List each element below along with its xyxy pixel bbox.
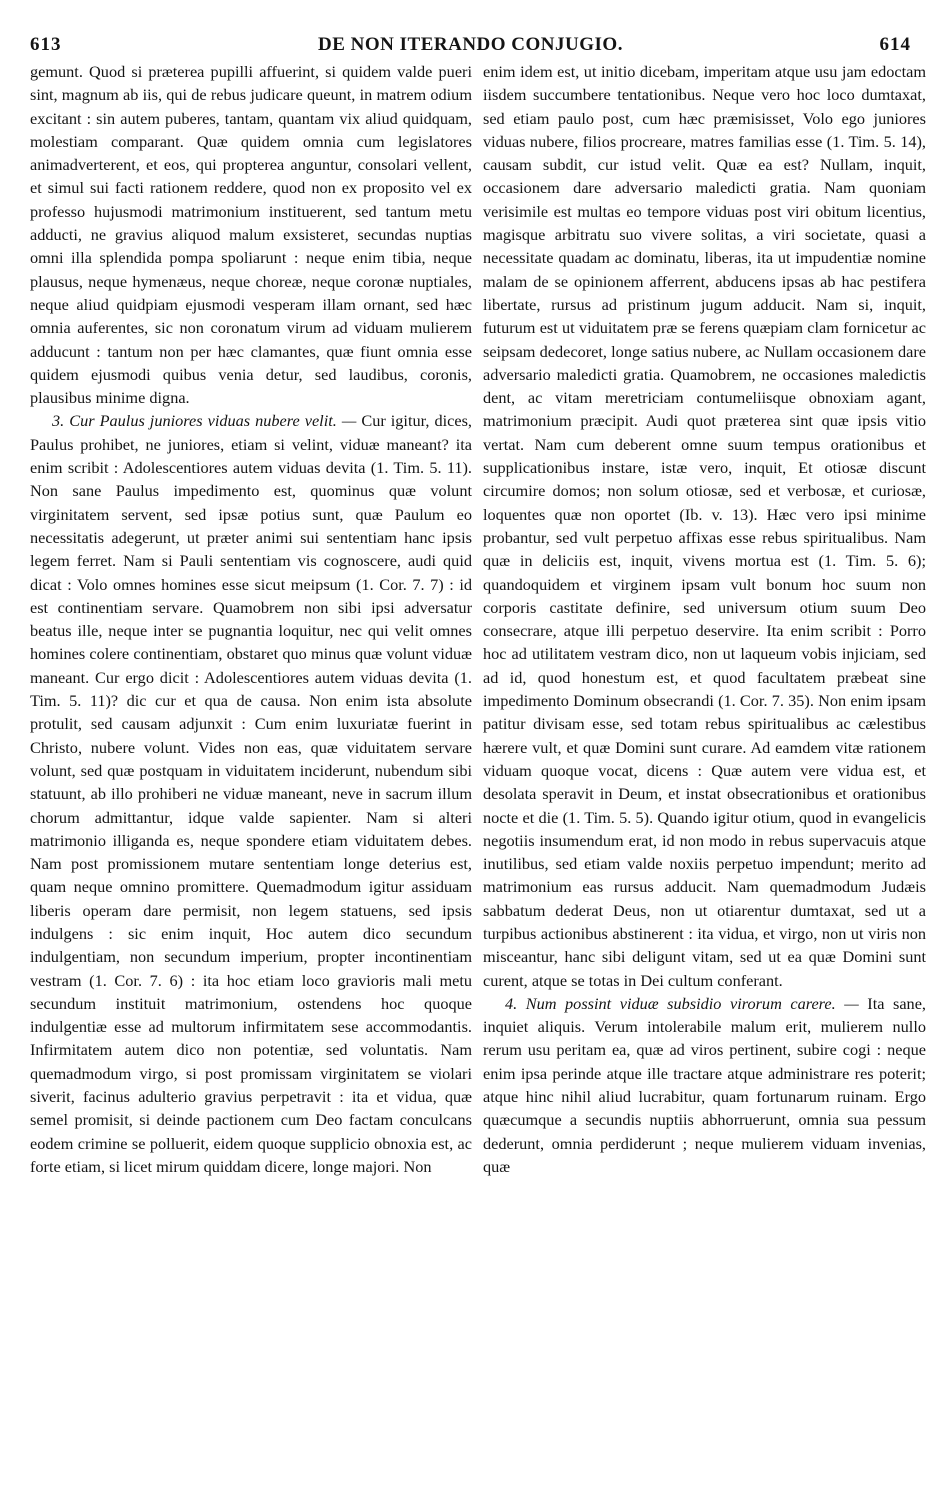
page-number-left: 613 [30,34,62,55]
section-4-heading: 4. Num possint viduæ subsidio virorum carere. — [505,993,859,1013]
paragraph-continuation: gemunt. Quod si præterea pupilli affuerint, si quidem valde pueri sint, magnum ab iis, qui de rebus judicare queunt, in matrem odium excitant : sin autem puberes, tantam, quantam vix aliud quidquam, molestiam comparant. Quæ quidem omnia cum legislatores animadverterent, et eos, qui propterea anguntur, consolari vellent, et simul sui facti rationem reddere, quod non ex proposito vel ex professo hujusmodi matrimonium instituerent, sed tantum metu adducti, ne gravius aliquod malum exsisteret, secundas nuptias omni illa splendida pompa spoliarunt : neque enim tibia, neque plausus, neque hymenæus, neque choreæ, neque coronæ nuptiales, neque aliud quidpiam ejusmodi vesperam illam ornant, sed hæc omnia auferentes, sic non coronatum virum ad viduam mulierem adducunt : tantum non per hæc clamantes, quæ fiunt omnia esse quidem ejusmodi quibus venia detur, sed laudibus, coronis, plausibus minime digna. [30,62,472,408]
section-4-body: Ita sane, inquiet aliquis. Verum intolerabile malum erit, mulierem nullo rerum usu peritam ea, quæ ad viros pertinent, subire cogi : neque enim ipsa perinde atque ille tractare atque administrare res poterit; atque hinc nihil aliud lucrabitur, quam fortunarum ruinam. Ergo quæcumque a secundis nuptiis abhorruerunt, omnia sua pessum dederunt, omnia perdiderunt ; neque mulierem viduam invenias, quæ [483,993,926,1176]
paragraph-continued: enim idem est, ut initio dicebam, imperitam atque usu jam edoctam iisdem succumbere tentationibus. Neque vero hoc loco dumtaxat, sed etiam paulo post, cum hæc præmisisset, Volo ego juniores viduas nubere, filios procreare, matres familias esse (1. Tim. 5. 14), causam subdit, cur istud velit. Quæ ea est? Nullam, inquit, occasionem dare adversario maledicti gratia. Nam quoniam verisimile est multas eo tempore viduas post viri obitum licentius, magisque arbitratu suo vivere solitas, a viri societate, quasi a necessitate quadam ac dominatu, liberas, ita ut impudentiæ nomine malam de se opinionem afferrent, abducens ipsas ab hac pestifera libertate, rursus ad pristinum jugum adducit. Nam si, inquit, futurum est ut viduitatem præ se ferens quæpiam clam fornicetur ac seipsam dedecoret, longe satius nubere, ac Nullam occasionem dare adversario maledicti gratia. Quamobrem, ne occasiones maledictis dent, ac vitam meretriciam contumeliisque obnoxiam agant, matrimonium præcipit. Audi quot præterea sint quæ ipsis vitio vertat. Nam cum deberent omne suum tempus orationibus et supplicationibus instare, istæ vero, inquit, Et otiosæ discunt circumire domos; non solum otiosæ, sed et verbosæ, et curiosæ, loquentes quæ non oportet (Ib. v. 13). Hæc vero ipsi minime probantur, sed vult perpetuo affixas esse rebus spiritualibus. Nam quæ in deliciis est, inquit, vivens mortua est (1. Tim. 5. 6); quandoquidem et virginem ipsam vult bonum hoc suum non corporis castitate definire, sed universum otium suum Deo consecrare, atque illi perpetuo deservire. Ita enim scribit : Porro hoc ad utilitatem vestram dico, non ut laqueum vobis injiciam, sed ad id, quod honestum est, et quod facultatem præbeat sine impedimento Dominum obsecrandi (1. Cor. 7. 35). Non enim ipsam patitur divisam esse, sed totam rebus spiritualibus ac cælestibus hærere vult, et quæ Domini sunt curare. Ad eamdem vitæ rationem viduam quoque vocat, dicens : Quæ autem vere vidua est, et desolata speravit in Deum, et instat obsecrationibus et orationibus nocte et die (1. Tim. 5. 5). Quando igitur otium, quod in evangelicis negotiis insumendum erat, id non modo in rebus supervacuis atque inutilibus, sed etiam valde noxiis perpetuo impendunt; merito ad matrimonium eas rursus adducit. Nam quemadmodum Judæis sabbatum dederat Deus, non ut otiarentur dumtaxat, sed ut a turpibus actionibus abstinerent : ita vidua, et virgo, non ut viris non misceantur, hanc sibi deligunt vitam, sed ut ea quæ Domini sunt curent, atque se totas in Dei cultum conferant. [483,62,926,990]
section-3-paragraph [30,409,472,1178]
right-column [483,60,926,1178]
running-title: DE NON ITERANDO CONJUGIO. [318,34,623,55]
section-3-heading: 3. Cur Paulus juniores viduas nubere velit. — [52,411,357,431]
page-number-right: 614 [879,34,911,55]
left-column [30,60,472,1178]
section-4-paragraph [483,992,926,1178]
section-3-body: Cur igitur, dices, Paulus prohibet, ne juniores, etiam si velint, viduæ maneant? ita enim scribit : Adolescentiores autem viduas devita (1. Tim. 5. 11). Non sane Paulus impedimento est, quominus quæ volunt virginitatem servent, sed ipsæ potius sunt, quæ Paulum eo necessitatis adegerunt, ut præter animi sui sententiam hanc ipsis legem ferret. Nam si Pauli sententiam vis cognoscere, audi quid dicat : Volo omnes homines esse sicut meipsum (1. Cor. 7. 7) : id est continentiam servare. Quamobrem non sibi ipsi adversatur beatus ille, neque inter se pugnantia loquitur, nec qui velit omnes homines colere continentiam, obstaret quo minus quæ volunt viduæ maneant. Cur ergo dicit : Adolescentiores autem viduas devita (1. Tim. 5. 11)? dic cur et qua de causa. Non enim ista absolute protulit, sed causam adjunxit : Cum enim luxuriatæ fuerint in Christo, nubere volunt. Vides non eas, quæ viduitatem servare volunt, sed quæ postquam in viduitatem inciderunt, nubendum sibi statuunt, ab illo prohiberi ne viduæ maneant, neve in sacrum illum chorum admittantur, idque valde sapienter. Nam si alteri matrimonio illiganda es, neque spondere etiam viduitatem debes. Nam post promissionem mutare sententiam longe deterius est, quam neque omnino promittere. Quemadmodum igitur assiduam liberis operam dare permisit, non legem statuens, sed ipsis indulgens : sic enim inquit, Hoc autem dico secundum indulgentiam, non secundum imperium, propter incontinentiam vestram (1. Cor. 7. 6) : ita hoc etiam loco gravioris mali metu secundum instituit matrimonium, ostendens hoc quoque indulgentiæ esse ad multorum infirmitatem sese accommodantis. Infirmitatem autem dico non potentiæ, sed voluntatis. Nam quemadmodum virgo, si post promissam virginitatem se violari siverit, facinus adulterio gravius perpetravit : ita et vidua, quæ semel promisit, si deinde pactionem cum Deo factam conculcans eodem crimine se polluerit, eidem quoque supplicio obnoxia est, ac forte etiam, si licet mirum quiddam dicere, longe majori. Non [30,411,472,1176]
running-header [30,34,911,58]
